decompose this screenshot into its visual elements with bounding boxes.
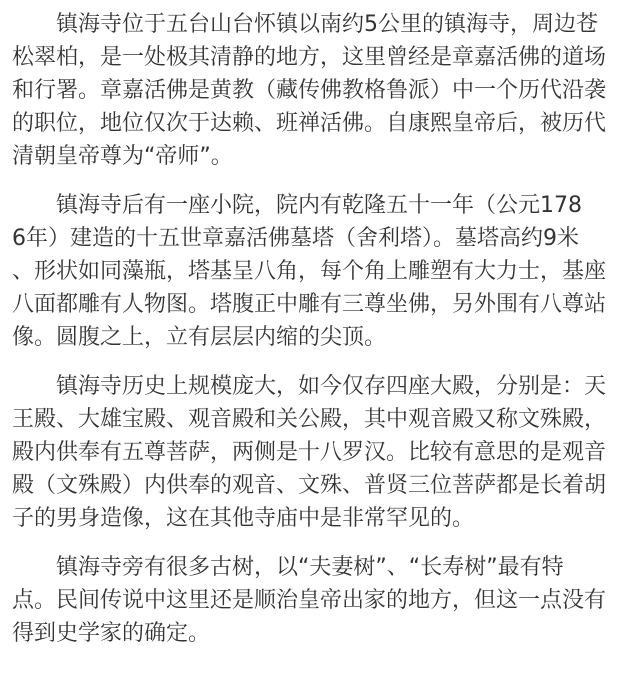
paragraph-2 bbox=[12, 189, 634, 354]
paragraph-1 bbox=[12, 8, 634, 173]
text-line: 八面都雕有人物图。塔腹正中雕有三尊坐佛，另外围有八尊站 bbox=[12, 292, 607, 317]
text-line: 殿内供奉有五尊菩萨，两侧是十八罗汉。比较有意思的是观音 bbox=[12, 440, 607, 465]
text-line: 的职位，地位仅次于达赖、班禅活佛。自康熙皇帝后，被历代 bbox=[12, 111, 607, 136]
text-line: 镇海寺后有一座小院，院内有乾隆五十一年（公元178 bbox=[56, 193, 582, 218]
text-line: 得到史学家的确定。 bbox=[12, 621, 211, 646]
text-line: 镇海寺位于五台山台怀镇以南约5公里的镇海寺，周边苍 bbox=[56, 12, 598, 37]
text-line: 像。圆腹之上，立有层层内缩的尖顶。 bbox=[12, 325, 387, 350]
paragraph-4 bbox=[12, 551, 634, 650]
article-body bbox=[12, 8, 634, 666]
text-line: 子的男身造像，这在其他寺庙中是非常罕见的。 bbox=[12, 506, 475, 531]
text-line: 镇海寺旁有很多古树，以“夫妻树”、“长寿树”最有特 bbox=[56, 555, 564, 580]
text-line: 松翠柏，是一处极其清静的地方，这里曾经是章嘉活佛的道场 bbox=[12, 45, 607, 70]
text-line: 清朝皇帝尊为“帝师”。 bbox=[12, 144, 233, 169]
text-line: 6年）建造的十五世章嘉活佛墓塔（舍利塔）。墓塔高约9米 bbox=[12, 226, 579, 251]
text-line: 镇海寺历史上规模庞大，如今仅存四座大殿，分别是：天 bbox=[56, 374, 607, 399]
paragraph-3 bbox=[12, 370, 634, 535]
text-line: 和行署。章嘉活佛是黄教（藏传佛教格鲁派）中一个历代沿袭 bbox=[12, 78, 607, 103]
text-line: 殿（文殊殿）内供奉的观音、文殊、普贤三位菩萨都是长着胡 bbox=[12, 473, 607, 498]
text-line: 点。民间传说中这里还是顺治皇帝出家的地方，但这一点没有 bbox=[12, 588, 607, 613]
text-line: 王殿、大雄宝殿、观音殿和关公殿，其中观音殿又称文殊殿， bbox=[12, 407, 607, 432]
text-line: 、形状如同藻瓶，塔基呈八角，每个角上雕塑有大力士，基座 bbox=[12, 259, 607, 284]
